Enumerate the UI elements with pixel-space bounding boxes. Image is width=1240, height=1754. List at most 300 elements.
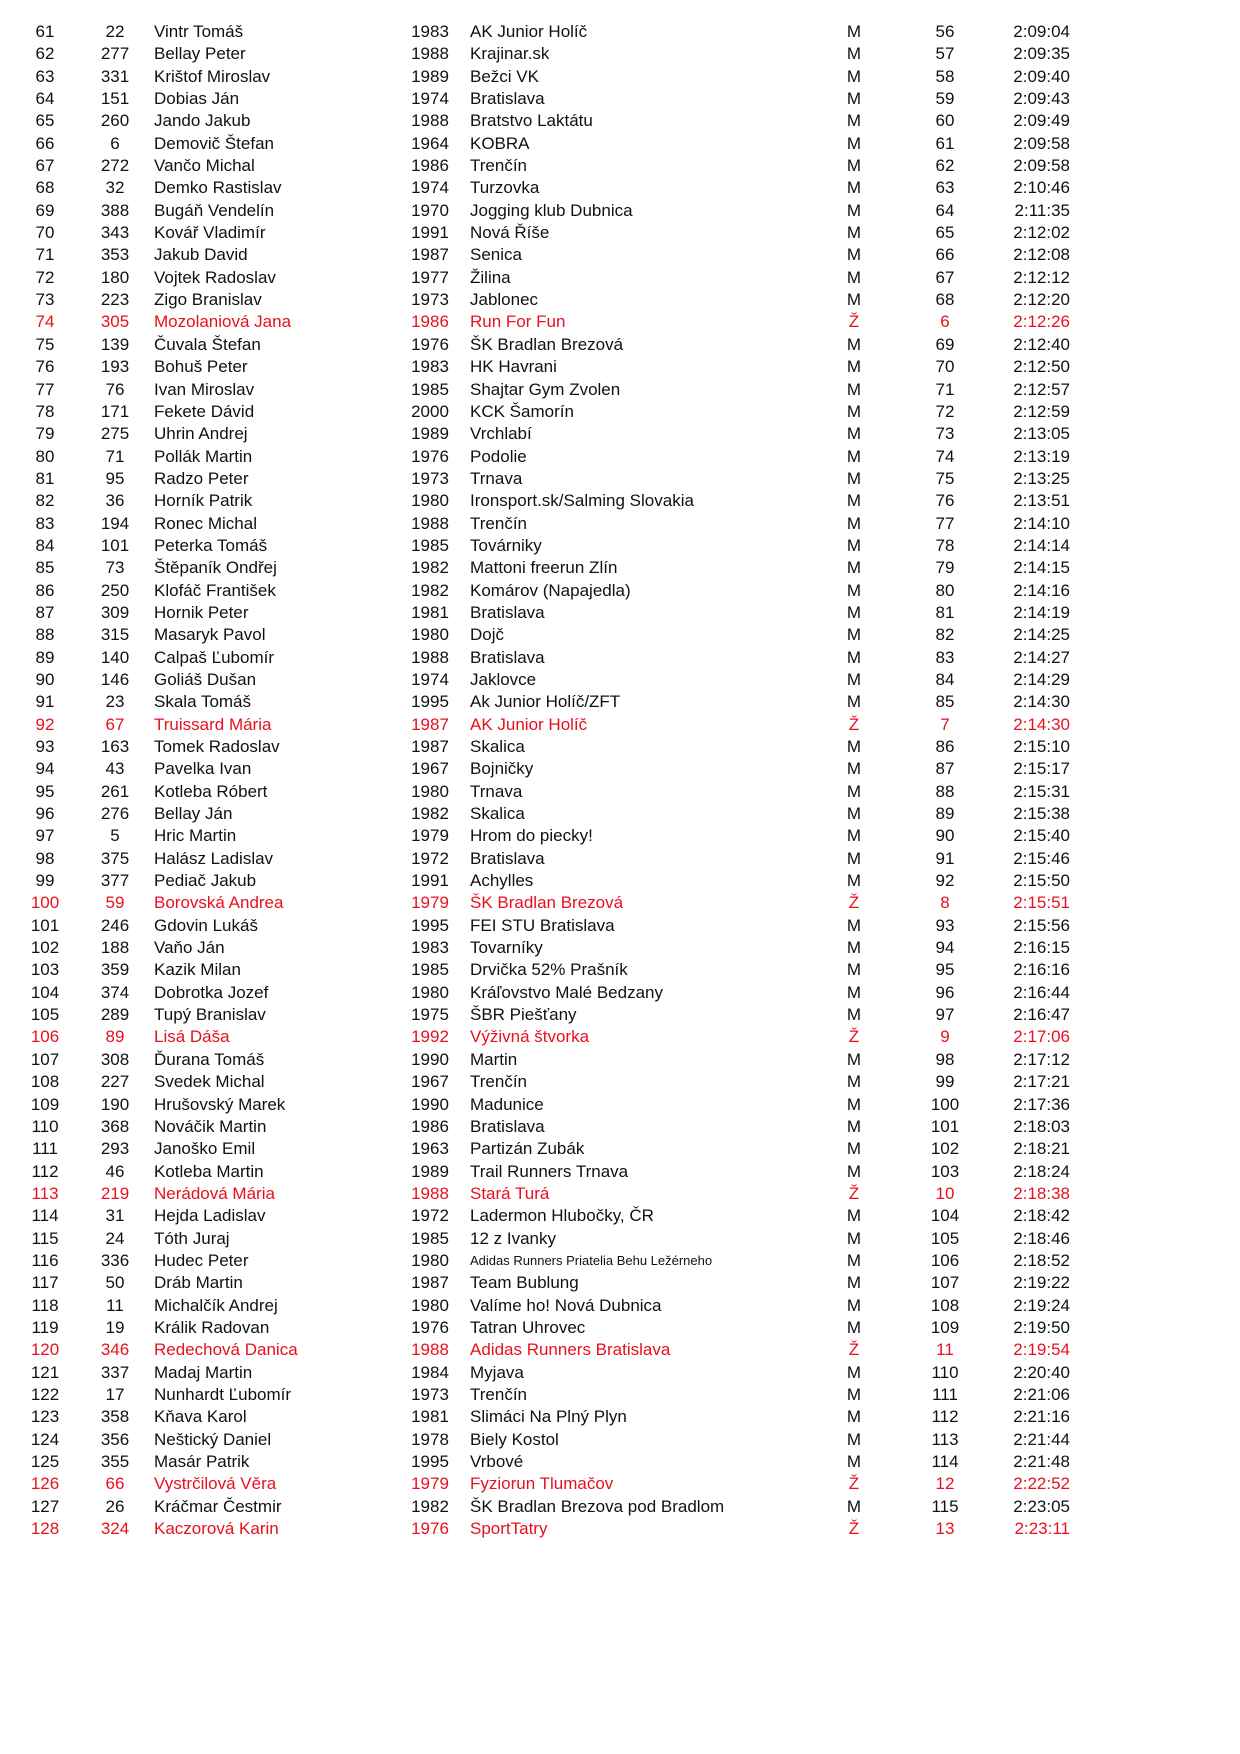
runner-name-cell: Čuvala Štefan: [154, 334, 261, 354]
category-place-cell: 111: [932, 1384, 958, 1404]
finish-time-cell: 2:11:35: [1014, 200, 1070, 220]
category-place-cell: 112: [931, 1407, 959, 1427]
finish-time-cell: 2:13:19: [1013, 446, 1070, 466]
bib-number-cell: 73: [105, 558, 125, 578]
runner-name-cell: Redechová Danica: [154, 1340, 298, 1360]
runner-name-cell: Demovič Štefan: [154, 133, 274, 153]
birth-year-cell: 1980: [411, 982, 449, 1002]
runner-name-cell: Pediač Jakub: [154, 871, 257, 891]
runner-name-cell: Borovská Andrea: [154, 893, 284, 913]
bib-number-cell: 293: [100, 1139, 130, 1159]
club-cell: Kráľovstvo Malé Bedzany: [470, 982, 663, 1002]
club-cell: Výživná štvorka: [470, 1027, 590, 1047]
sex-cell: M: [846, 1116, 862, 1136]
place-cell: 92: [35, 714, 55, 734]
birth-year-cell: 1987: [411, 245, 449, 265]
birth-year-cell: 1976: [411, 1317, 449, 1337]
place-cell: 113: [31, 1183, 59, 1203]
runner-name-cell: Vintr Tomáš: [154, 22, 244, 41]
finish-time-cell: 2:22:52: [1013, 1474, 1070, 1494]
runner-name-cell: Bellay Peter: [154, 44, 246, 64]
result-row: [0, 1250, 1240, 1272]
place-cell: 72: [35, 267, 55, 287]
birth-year-cell: 1995: [411, 692, 449, 712]
club-cell: 12 z Ivanky: [470, 1228, 556, 1248]
finish-time-cell: 2:19:22: [1013, 1273, 1070, 1293]
finish-time-cell: 2:12:57: [1013, 379, 1070, 399]
finish-time-cell: 2:09:49: [1013, 111, 1070, 131]
finish-time-cell: 2:09:04: [1013, 22, 1070, 41]
birth-year-cell: 1980: [411, 1295, 449, 1315]
place-cell: 104: [30, 982, 60, 1002]
sex-cell: M: [846, 223, 862, 243]
bib-number-cell: 261: [100, 781, 130, 801]
result-row: [0, 43, 1240, 65]
place-cell: 93: [35, 737, 55, 756]
runner-name-cell: Ronec Michal: [154, 513, 257, 533]
category-place-cell: 56: [935, 22, 955, 41]
club-cell: ŠK Bradlan Brezová: [470, 334, 624, 354]
bib-number-cell: 375: [100, 848, 130, 868]
birth-year-cell: 1980: [411, 491, 449, 511]
runner-name-cell: Dobias Ján: [154, 89, 240, 109]
category-place-cell: 83: [935, 647, 955, 667]
birth-year-cell: 1985: [411, 960, 449, 980]
bib-number-cell: 26: [105, 1496, 125, 1516]
result-row: [0, 982, 1240, 1004]
runner-name-cell: Horník Patrik: [154, 491, 253, 511]
category-place-cell: 77: [935, 513, 955, 533]
club-cell: KCK Šamorín: [470, 401, 574, 421]
category-place-cell: 113: [931, 1429, 959, 1449]
birth-year-cell: 1977: [411, 267, 449, 287]
result-row: [0, 155, 1240, 177]
bib-number-cell: 277: [100, 44, 130, 64]
category-place-cell: 106: [930, 1250, 960, 1270]
bib-number-cell: 67: [105, 714, 125, 734]
birth-year-cell: 1988: [411, 647, 449, 667]
club-cell: Trenčín: [470, 513, 528, 533]
birth-year-cell: 1987: [411, 737, 449, 756]
runner-name-cell: Zigo Branislav: [154, 290, 262, 310]
result-row: [0, 379, 1240, 401]
bib-number-cell: 66: [105, 1474, 125, 1494]
place-cell: 62: [35, 44, 55, 64]
bib-number-cell: 223: [100, 290, 130, 310]
result-row: [0, 1071, 1240, 1093]
category-place-cell: 79: [935, 558, 955, 578]
place-cell: 83: [35, 513, 55, 533]
finish-time-cell: 2:19:54: [1013, 1340, 1070, 1360]
runner-name-cell: Vojtek Radoslav: [154, 267, 276, 287]
category-place-cell: 93: [935, 915, 955, 935]
finish-time-cell: 2:14:16: [1013, 580, 1070, 600]
finish-time-cell: 2:12:40: [1013, 334, 1070, 354]
sex-cell: Ž: [848, 1027, 860, 1047]
club-cell: Slimáci Na Plný Plyn: [470, 1407, 627, 1427]
finish-time-cell: 2:12:08: [1013, 245, 1070, 265]
bib-number-cell: 315: [100, 625, 130, 645]
category-place-cell: 57: [935, 44, 955, 64]
club-cell: ŠK Bradlan Brezova pod Bradlom: [470, 1496, 725, 1516]
sex-cell: M: [846, 1407, 862, 1427]
sex-cell: M: [846, 647, 862, 667]
runner-name-cell: Kovář Vladimír: [154, 223, 266, 243]
place-cell: 64: [35, 89, 55, 109]
birth-year-cell: 1988: [411, 1340, 449, 1360]
birth-year-cell: 1976: [411, 446, 449, 466]
sex-cell: M: [846, 1161, 862, 1181]
runner-name-cell: Ďurana Tomáš: [154, 1049, 265, 1069]
bib-number-cell: 76: [105, 379, 125, 399]
birth-year-cell: 1988: [411, 513, 449, 533]
sex-cell: M: [846, 1005, 862, 1025]
bib-number-cell: 309: [100, 602, 130, 622]
club-cell: Bratstvo Laktátu: [470, 111, 593, 131]
place-cell: 84: [35, 535, 55, 555]
sex-cell: M: [846, 1206, 862, 1226]
runner-name-cell: Hric Martin: [154, 826, 237, 846]
category-place-cell: 105: [930, 1228, 960, 1248]
place-cell: 112: [31, 1161, 59, 1181]
runner-name-cell: Štěpaník Ondřej: [154, 558, 277, 578]
sex-cell: M: [846, 938, 862, 958]
place-cell: 88: [35, 625, 55, 645]
category-place-cell: 99: [935, 1072, 955, 1092]
sex-cell: Ž: [848, 1340, 860, 1360]
sex-cell: M: [846, 781, 862, 801]
place-cell: 109: [30, 1094, 60, 1114]
club-cell: SportTatry: [470, 1519, 548, 1539]
result-row: [0, 535, 1240, 557]
birth-year-cell: 1987: [411, 1273, 449, 1293]
finish-time-cell: 2:13:51: [1013, 491, 1070, 511]
place-cell: 81: [35, 468, 55, 488]
club-cell: Martin: [470, 1049, 518, 1069]
bib-number-cell: 353: [100, 245, 130, 265]
result-row: [0, 602, 1240, 624]
finish-time-cell: 2:15:56: [1013, 915, 1070, 935]
finish-time-cell: 2:18:42: [1013, 1206, 1070, 1226]
birth-year-cell: 1991: [411, 871, 449, 891]
result-row: [0, 468, 1240, 490]
bib-number-cell: 193: [100, 357, 130, 377]
club-cell: Bratislava: [470, 848, 545, 868]
club-cell: Bežci VK: [470, 66, 539, 86]
sex-cell: M: [846, 200, 862, 220]
club-cell: FEI STU Bratislava: [470, 915, 615, 935]
result-row: [0, 1205, 1240, 1227]
club-cell: Achylles: [470, 871, 534, 891]
sex-cell: M: [846, 558, 862, 578]
sex-cell: M: [846, 491, 862, 511]
result-row: [0, 870, 1240, 892]
bib-number-cell: 23: [105, 692, 125, 712]
birth-year-cell: 1995: [411, 915, 449, 935]
finish-time-cell: 2:17:36: [1013, 1094, 1070, 1114]
birth-year-cell: 1973: [411, 1384, 449, 1404]
bib-number-cell: 289: [100, 1005, 130, 1025]
sex-cell: M: [846, 1139, 862, 1159]
place-cell: 68: [35, 178, 55, 198]
finish-time-cell: 2:18:03: [1013, 1116, 1070, 1136]
bib-number-cell: 71: [105, 446, 125, 466]
runner-name-cell: Nerádová Mária: [154, 1183, 275, 1203]
runner-name-cell: Truissard Mária: [154, 714, 272, 734]
sex-cell: M: [846, 960, 862, 980]
finish-time-cell: 2:13:25: [1013, 468, 1070, 488]
place-cell: 116: [31, 1250, 59, 1270]
bib-number-cell: 246: [100, 915, 130, 935]
birth-year-cell: 1983: [411, 938, 449, 958]
bib-number-cell: 32: [105, 178, 125, 198]
category-place-cell: 67: [935, 267, 955, 287]
bib-number-cell: 276: [100, 804, 130, 824]
runner-name-cell: Vančo Michal: [154, 156, 255, 176]
runner-name-cell: Kotleba Martin: [154, 1161, 264, 1181]
result-row: [0, 1161, 1240, 1183]
birth-year-cell: 1974: [411, 178, 449, 198]
birth-year-cell: 1990: [411, 1094, 449, 1114]
club-cell: Vrchlabí: [470, 424, 532, 444]
runner-name-cell: Masár Patrik: [154, 1452, 250, 1471]
place-cell: 94: [35, 759, 55, 779]
result-row: [0, 1317, 1240, 1339]
club-cell: Bratislava: [470, 1116, 545, 1136]
finish-time-cell: 2:10:46: [1013, 178, 1070, 198]
category-place-cell: 102: [930, 1139, 960, 1159]
bib-number-cell: 6: [110, 133, 120, 153]
place-cell: 85: [35, 558, 55, 578]
place-cell: 100: [30, 893, 60, 913]
result-row: [0, 624, 1240, 646]
sex-cell: M: [846, 1072, 862, 1092]
runner-name-cell: Hudec Peter: [154, 1250, 249, 1270]
sex-cell: M: [846, 1384, 862, 1404]
birth-year-cell: 1979: [411, 1474, 449, 1494]
category-place-cell: 107: [930, 1273, 960, 1293]
category-place-cell: 75: [935, 468, 955, 488]
place-cell: 86: [35, 580, 55, 600]
result-row: [0, 446, 1240, 468]
result-row: [0, 915, 1240, 937]
runner-name-cell: Peterka Tomáš: [154, 535, 268, 555]
sex-cell: M: [846, 625, 862, 645]
category-place-cell: 65: [935, 223, 955, 243]
finish-time-cell: 2:14:15: [1013, 558, 1070, 578]
category-place-cell: 68: [935, 290, 955, 310]
category-place-cell: 97: [935, 1005, 955, 1025]
finish-time-cell: 2:12:26: [1013, 312, 1070, 332]
result-row: [0, 647, 1240, 669]
result-row: [0, 825, 1240, 847]
sex-cell: M: [846, 1295, 862, 1315]
place-cell: 63: [35, 66, 55, 86]
club-cell: Madunice: [470, 1094, 544, 1114]
category-place-cell: 88: [935, 781, 955, 801]
finish-time-cell: 2:18:46: [1013, 1228, 1070, 1248]
sex-cell: M: [846, 1362, 862, 1382]
finish-time-cell: 2:12:20: [1013, 290, 1070, 310]
bib-number-cell: 260: [100, 111, 130, 131]
bib-number-cell: 22: [105, 22, 125, 41]
runner-name-cell: Jakub David: [154, 245, 248, 265]
place-cell: 124: [30, 1429, 60, 1449]
result-row: [0, 1406, 1240, 1428]
sex-cell: M: [846, 379, 862, 399]
result-row: [0, 289, 1240, 311]
finish-time-cell: 2:14:29: [1013, 669, 1070, 689]
sex-cell: M: [846, 1317, 862, 1337]
category-place-cell: 81: [935, 602, 955, 622]
bib-number-cell: 101: [100, 535, 130, 555]
runner-name-cell: Vystrčilová Věra: [154, 1474, 277, 1494]
result-row: [0, 490, 1240, 512]
club-cell: Jaklovce: [470, 669, 537, 689]
place-cell: 115: [31, 1228, 59, 1248]
category-place-cell: 64: [935, 200, 955, 220]
birth-year-cell: 1980: [411, 1250, 449, 1270]
place-cell: 91: [35, 692, 55, 712]
club-cell: Adidas Runners Bratislava: [470, 1340, 671, 1360]
bib-number-cell: 50: [105, 1273, 125, 1293]
result-row: [0, 222, 1240, 244]
place-cell: 118: [31, 1295, 59, 1315]
club-cell: Myjava: [470, 1362, 524, 1382]
bib-number-cell: 89: [105, 1027, 125, 1047]
result-row: [0, 557, 1240, 579]
birth-year-cell: 1974: [411, 669, 449, 689]
runner-name-cell: Bohuš Peter: [154, 357, 248, 377]
category-place-cell: 10: [935, 1183, 955, 1203]
category-place-cell: 89: [935, 804, 955, 824]
club-cell: Bratislava: [470, 602, 545, 622]
finish-time-cell: 2:19:24: [1013, 1295, 1070, 1315]
runner-name-cell: Calpaš Ľubomír: [154, 647, 275, 667]
sex-cell: M: [846, 1250, 862, 1270]
result-row: [0, 1049, 1240, 1071]
club-cell: Turzovka: [470, 178, 540, 198]
birth-year-cell: 1970: [411, 200, 449, 220]
finish-time-cell: 2:18:21: [1013, 1139, 1070, 1159]
result-row: [0, 1518, 1240, 1540]
category-place-cell: 12: [935, 1474, 955, 1494]
birth-year-cell: 1972: [411, 1206, 449, 1226]
finish-time-cell: 2:21:06: [1013, 1384, 1070, 1404]
runner-name-cell: Skala Tomáš: [154, 692, 252, 712]
bib-number-cell: 377: [100, 871, 130, 891]
birth-year-cell: 1981: [411, 602, 449, 622]
result-row: [0, 1339, 1240, 1361]
finish-time-cell: 2:09:58: [1013, 133, 1070, 153]
birth-year-cell: 1979: [411, 893, 449, 913]
club-cell: Podolie: [470, 446, 527, 466]
birth-year-cell: 1989: [411, 1161, 449, 1181]
result-row: [0, 1384, 1240, 1406]
runner-name-cell: Madaj Martin: [154, 1362, 253, 1382]
runner-name-cell: Fekete Dávid: [154, 401, 255, 421]
category-place-cell: 87: [935, 759, 955, 779]
bib-number-cell: 356: [100, 1429, 130, 1449]
club-cell: Trnava: [470, 468, 523, 488]
club-cell: Drvička 52% Prašník: [470, 960, 628, 980]
bib-number-cell: 24: [105, 1228, 125, 1248]
result-row: [0, 1496, 1240, 1518]
place-cell: 121: [30, 1362, 60, 1382]
category-place-cell: 70: [935, 357, 955, 377]
place-cell: 111: [32, 1139, 58, 1159]
bib-number-cell: 5: [110, 826, 120, 846]
club-cell: Adidas Runners Priatelia Behu Ležérneho: [470, 1252, 713, 1268]
place-cell: 75: [35, 334, 55, 354]
runner-name-cell: Ivan Miroslav: [154, 379, 255, 399]
place-cell: 79: [35, 424, 55, 444]
club-cell: Dojč: [470, 625, 505, 645]
bib-number-cell: 95: [105, 468, 125, 488]
place-cell: 78: [35, 401, 55, 421]
club-cell: Bratislava: [470, 89, 545, 109]
category-place-cell: 7: [940, 714, 950, 734]
bib-number-cell: 331: [100, 66, 130, 86]
birth-year-cell: 1988: [411, 44, 449, 64]
finish-time-cell: 2:14:27: [1013, 647, 1070, 667]
runner-name-cell: Janoško Emil: [154, 1139, 256, 1159]
sex-cell: M: [846, 871, 862, 891]
birth-year-cell: 1995: [411, 1452, 449, 1471]
place-cell: 73: [35, 290, 55, 310]
runner-name-cell: Králik Radovan: [154, 1317, 270, 1337]
runner-name-cell: Masaryk Pavol: [154, 625, 266, 645]
birth-year-cell: 1990: [411, 1049, 449, 1069]
sex-cell: M: [846, 111, 862, 131]
bib-number-cell: 36: [105, 491, 125, 511]
finish-time-cell: 2:15:31: [1013, 781, 1070, 801]
birth-year-cell: 1984: [411, 1362, 449, 1382]
runner-name-cell: Dobrotka Jozef: [154, 982, 269, 1002]
category-place-cell: 98: [935, 1049, 955, 1069]
bib-number-cell: 11: [106, 1295, 124, 1315]
place-cell: 80: [35, 446, 55, 466]
bib-number-cell: 46: [105, 1161, 125, 1181]
sex-cell: Ž: [848, 1474, 860, 1494]
category-place-cell: 8: [940, 893, 950, 913]
place-cell: 96: [35, 804, 55, 824]
birth-year-cell: 1986: [411, 1116, 449, 1136]
birth-year-cell: 1976: [411, 1519, 449, 1539]
birth-year-cell: 1980: [411, 625, 449, 645]
result-row: [0, 177, 1240, 199]
club-cell: Hrom do piecky!: [470, 826, 593, 846]
sex-cell: M: [846, 290, 862, 310]
bib-number-cell: 59: [105, 893, 125, 913]
sex-cell: M: [846, 468, 862, 488]
place-cell: 71: [35, 245, 55, 265]
bib-number-cell: 355: [100, 1452, 130, 1471]
result-row: [0, 1094, 1240, 1116]
category-place-cell: 85: [935, 692, 955, 712]
place-cell: 74: [35, 312, 55, 332]
category-place-cell: 73: [935, 424, 955, 444]
birth-year-cell: 1982: [411, 558, 449, 578]
finish-time-cell: 2:17:21: [1013, 1072, 1070, 1092]
category-place-cell: 109: [930, 1317, 960, 1337]
finish-time-cell: 2:15:38: [1013, 804, 1070, 824]
result-row: [0, 736, 1240, 758]
result-row: [0, 66, 1240, 88]
birth-year-cell: 1963: [411, 1139, 449, 1159]
results-table: [0, 21, 1240, 1540]
sex-cell: M: [846, 401, 862, 421]
